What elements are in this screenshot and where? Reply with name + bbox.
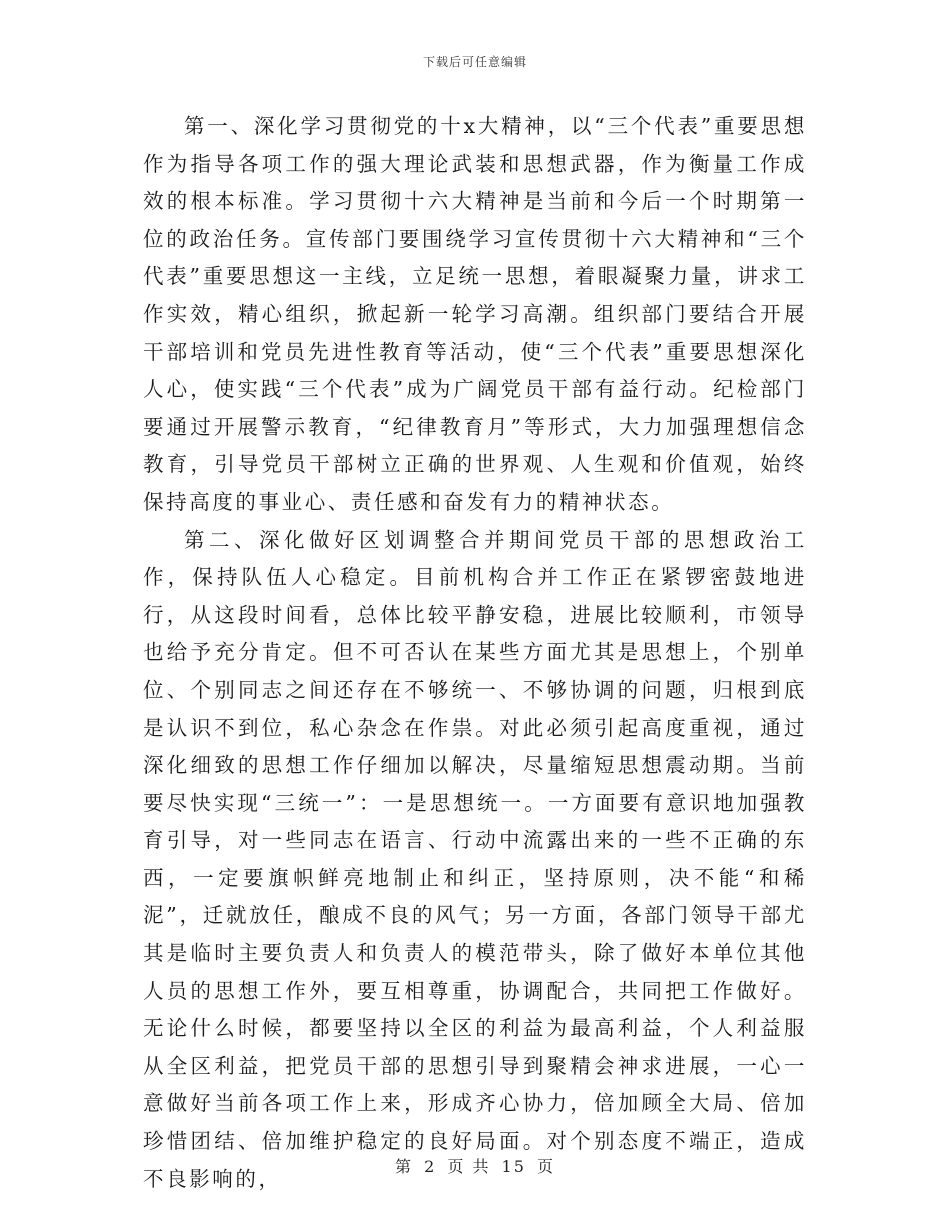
footer-page-number: 2	[424, 1157, 437, 1176]
paragraph-1: 第一、深化学习贯彻党的十x大精神，以“三个代表”重要思想作为指导各项工作的强大理论武装和思想武器，作为衡量工作成效的根本标准。学习贯彻十六大精神是当前和今后一个时期第一位的政治任务。宣传部门要围绕学习宣传贯彻十六大精神和“三个代表”重要思想这一主线，立足统一思想，着眼凝聚力量，讲求工作实效，精心组织，掀起新一轮学习高潮。组织部门要结合开展干部培训和党员先进性教育等活动，使“三个代表”重要思想深化人心，使实践“三个代表”成为广阔党员干部有益行动。纪检部门要通过开展警示教育，“纪律教育月”等形式，大力加强理想信念教育，引导党员干部树立正确的世界观、人生观和价值观，始终保持高度的事业心、责任感和奋发有力的精神状态。	[143, 114, 807, 514]
page-footer	[0, 1154, 950, 1177]
page-header-note: 下载后可任意编辑	[422, 55, 527, 69]
footer-middle: 页 共	[447, 1157, 491, 1176]
footer-prefix: 第	[394, 1157, 413, 1176]
paragraph-2: 第二、深化做好区划调整合并期间党员干部的思想政治工作，保持队伍人心稳定。目前机构合并工作正在紧锣密鼓地进行，从这段时间看，总体比较平静安稳，进展比较顺利，市领导也给予充分肯定。但不可否认在某些方面尤其是思想上，个别单位、个别同志之间还存在不够统一、不够协调的问题，归根到底是认识不到位，私心杂念在作祟。对此必须引起高度重视，通过深化细致的思想工作仔细加以解决，尽量缩短思想震动期。当前要尽快实现“三统一”：一是思想统一。一方面要有意识地加强教育引导，对一些同志在语言、行动中流露出来的一些不正确的东西，一定要旗帜鲜亮地制止和纠正，坚持原则，决不能“和稀泥”，迁就放任，酿成不良的风气；另一方面，各部门领导干部尤其是临时主要负责人和负责人的模范带头，除了做好本单位其他人员的思想工作外，要互相尊重，协调配合，共同把工作做好。无论什么时候，都要坚持以全区的利益为最高利益，个人利益服从全区利益，把党员干部的思想引导到聚精会神求进展，一心一意做好当前各项工作上来，形成齐心协力，倍加顾全大局、倍加珍惜团结、倍加维护稳定的良好局面。对个别态度不端正，造成不良影响的，	[143, 527, 807, 1191]
document-body	[143, 108, 807, 1198]
footer-suffix: 页	[537, 1157, 556, 1176]
footer-total-pages: 15	[501, 1157, 526, 1176]
